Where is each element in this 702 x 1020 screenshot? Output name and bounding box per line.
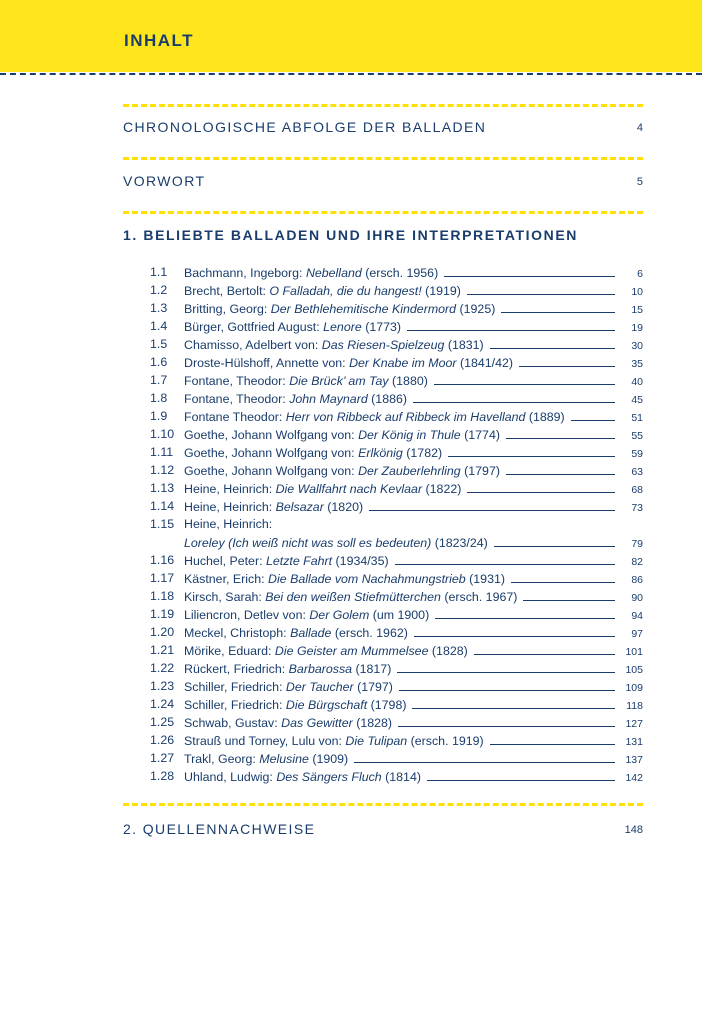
- entry-title: Das Riesen-Spielzeug: [321, 338, 445, 352]
- entry-title: Letzte Fahrt: [265, 554, 333, 568]
- toc-entry[interactable]: [150, 371, 643, 389]
- toc-entry[interactable]: [150, 299, 643, 317]
- entry-author: Kästner, Erich:: [184, 572, 265, 586]
- entry-page: 94: [631, 610, 643, 622]
- entry-author: Schiller, Friedrich:: [184, 698, 283, 712]
- leader-line: [427, 767, 615, 781]
- toc-entry-list: [150, 263, 643, 785]
- entry-page: 137: [625, 754, 643, 766]
- divider: [123, 157, 643, 160]
- entry-page: 6: [637, 268, 643, 280]
- entry-author: Bürger, Gottfried August:: [184, 320, 320, 334]
- entry-page: 118: [626, 700, 643, 712]
- leader-line: [501, 299, 615, 313]
- leader-line: [435, 605, 615, 619]
- entry-number: 1.19: [150, 607, 175, 621]
- entry-author: Mörike, Eduard:: [184, 644, 272, 658]
- toc-entry[interactable]: [150, 461, 643, 479]
- entry-title: O Falladah, die du hangest!: [269, 284, 422, 298]
- entry-number: 1.2: [150, 283, 168, 297]
- entry-number: 1.23: [150, 679, 175, 693]
- entry-page: 45: [631, 394, 643, 406]
- leader-line: [506, 461, 615, 475]
- entry-title: Die Ballade vom Nachahmungstrieb: [268, 572, 466, 586]
- entry-number: 1.15: [150, 517, 175, 531]
- entry-year: (1934/35): [335, 554, 389, 568]
- entry-author: Schiller, Friedrich:: [184, 680, 283, 694]
- entry-number: 1.3: [150, 301, 168, 315]
- leader-line: [444, 263, 615, 277]
- leader-line: [399, 677, 615, 691]
- toc-section-quellennachweise[interactable]: [123, 821, 643, 843]
- entry-year: (1831): [447, 338, 484, 352]
- entry-title: Der Bethlehemitische Kindermord: [270, 302, 457, 316]
- section-page: 148: [624, 824, 643, 836]
- entry-title: Loreley (Ich weiß nicht was soll es bedeuten): [184, 536, 432, 550]
- toc-entry[interactable]: [150, 281, 643, 299]
- entry-author: Goethe, Johann Wolfgang von:: [184, 446, 355, 460]
- entry-number: 1.5: [150, 337, 168, 351]
- entry-page: 35: [631, 358, 643, 370]
- entry-page: 63: [631, 466, 643, 478]
- toc-entry[interactable]: [150, 767, 643, 785]
- toc-entry[interactable]: [150, 425, 643, 443]
- leader-line: [434, 371, 615, 385]
- entry-year: (1828): [356, 716, 393, 730]
- entry-title: Des Sängers Fluch: [276, 770, 382, 784]
- entry-year: (1774): [464, 428, 500, 442]
- section-page: 5: [636, 176, 643, 188]
- entry-number: 1.6: [150, 355, 168, 369]
- entry-year: (1919): [425, 284, 461, 298]
- leader-line: [490, 731, 615, 745]
- entry-number: 1.16: [150, 553, 175, 567]
- entry-year: (ersch. 1956): [365, 266, 439, 280]
- entry-author: Huchel, Peter:: [184, 554, 263, 568]
- section-title: 2. QUELLENNACHWEISE: [123, 821, 316, 837]
- entry-page: 51: [631, 412, 643, 424]
- entry-title: Erlkönig: [358, 446, 403, 460]
- entry-year: (1782): [406, 446, 443, 460]
- leader-line: [412, 695, 615, 709]
- toc-entry[interactable]: [150, 569, 643, 587]
- entry-year: (1931): [469, 572, 505, 586]
- entry-author: Schwab, Gustav:: [184, 716, 278, 730]
- toc-entry[interactable]: [150, 551, 643, 569]
- toc-section-balladen[interactable]: [123, 227, 643, 249]
- leader-line: [511, 569, 615, 583]
- section-page: 4: [636, 122, 643, 134]
- entry-number: 1.22: [150, 661, 175, 675]
- leader-line: [519, 353, 615, 367]
- toc-entry[interactable]: [150, 443, 643, 461]
- entry-year: (1841/42): [459, 356, 514, 370]
- leader-line: [398, 713, 615, 727]
- toc-entry[interactable]: [150, 587, 643, 605]
- entry-number: 1.24: [150, 697, 175, 711]
- entry-page: 97: [631, 628, 643, 640]
- leader-line: [494, 533, 615, 547]
- entry-number: 1.25: [150, 715, 175, 729]
- entry-year: (1880): [392, 374, 428, 388]
- toc-section-vorwort[interactable]: [123, 173, 643, 195]
- entry-title: Der Taucher: [285, 680, 354, 694]
- leader-line: [506, 425, 615, 439]
- entry-author: Heine, Heinrich:: [184, 517, 273, 531]
- entry-page: 101: [625, 646, 643, 658]
- toc-entry[interactable]: [150, 713, 643, 731]
- entry-title: Ballade: [290, 626, 332, 640]
- leader-line: [414, 623, 615, 637]
- entry-number: 1.4: [150, 319, 168, 333]
- leader-line: [448, 443, 615, 457]
- entry-title: Die Brück’ am Tay: [289, 374, 389, 388]
- entry-year: (1889): [528, 410, 565, 424]
- entry-year: (1925): [459, 302, 496, 316]
- toc-entry[interactable]: [150, 335, 643, 353]
- entry-number: 1.10: [150, 427, 175, 441]
- entry-year: (ersch. 1967): [444, 590, 518, 604]
- entry-page: 131: [625, 736, 643, 748]
- entry-number: 1.8: [150, 391, 168, 405]
- toc-entry[interactable]: [150, 731, 643, 749]
- entry-title: Nebelland: [305, 266, 362, 280]
- toc-entry[interactable]: [150, 263, 643, 281]
- entry-page: 142: [625, 772, 643, 784]
- entry-author: Droste-Hülshoff, Annette von:: [184, 356, 346, 370]
- toc-entry[interactable]: [150, 497, 643, 515]
- page-title: INHALT: [124, 31, 195, 50]
- leader-line: [407, 317, 615, 331]
- entry-year: (ersch. 1919): [410, 734, 484, 748]
- entry-number: 1.27: [150, 751, 175, 765]
- entry-number: 1.14: [150, 499, 175, 513]
- leader-line: [413, 389, 615, 403]
- entry-author: Heine, Heinrich:: [184, 482, 273, 496]
- entry-year: (1909): [312, 752, 349, 766]
- divider: [123, 803, 643, 806]
- entry-author: Goethe, Johann Wolfgang von:: [184, 428, 355, 442]
- entry-page: 109: [625, 682, 643, 694]
- entry-number: 1.26: [150, 733, 175, 747]
- entry-title: Barbarossa: [288, 662, 353, 676]
- toc-entry[interactable]: [150, 659, 643, 677]
- entry-title: Der Zauberlehrling: [358, 464, 461, 478]
- toc-entry[interactable]: [150, 641, 643, 659]
- entry-author: Uhland, Ludwig:: [184, 770, 273, 784]
- toc-entry[interactable]: [150, 623, 643, 641]
- entry-author: Liliencron, Detlev von:: [184, 608, 306, 622]
- toc-entry[interactable]: [150, 695, 643, 713]
- header-divider: [0, 73, 702, 75]
- toc-entry[interactable]: [150, 515, 643, 551]
- entry-year: (1798): [370, 698, 407, 712]
- leader-line: [397, 659, 615, 673]
- entry-author: Rückert, Friedrich:: [184, 662, 286, 676]
- entry-page: 68: [631, 484, 643, 496]
- entry-number: 1.28: [150, 769, 175, 783]
- leader-line: [395, 551, 615, 565]
- entry-page: 30: [631, 340, 643, 352]
- entry-author: Kirsch, Sarah:: [184, 590, 262, 604]
- entry-year: (1797): [464, 464, 500, 478]
- entry-page: 79: [631, 538, 643, 550]
- entry-year: (1773): [365, 320, 402, 334]
- entry-page: 59: [631, 448, 643, 460]
- entry-page: 127: [625, 718, 643, 730]
- entry-title: Belsazar: [275, 500, 324, 514]
- section-title: CHRONOLOGISCHE ABFOLGE DER BALLADEN: [123, 119, 487, 135]
- entry-page: 73: [631, 502, 643, 514]
- leader-line: [369, 497, 615, 511]
- entry-number: 1.9: [150, 409, 168, 423]
- entry-title: Die Bürgschaft: [285, 698, 368, 712]
- entry-number: 1.11: [150, 445, 174, 459]
- entry-title: Die Tulipan: [345, 734, 408, 748]
- entry-title: John Maynard: [289, 392, 368, 406]
- entry-page: 105: [625, 664, 643, 676]
- toc-entry[interactable]: [150, 749, 643, 767]
- entry-title: Der Golem: [309, 608, 370, 622]
- entry-year: (1820): [327, 500, 364, 514]
- leader-line: [474, 641, 615, 655]
- entry-author: Trakl, Georg:: [184, 752, 256, 766]
- entry-year: (ersch. 1962): [334, 626, 408, 640]
- entry-author: Bachmann, Ingeborg:: [184, 266, 303, 280]
- toc-entry[interactable]: [150, 479, 643, 497]
- entry-author: Fontane Theodor:: [184, 410, 283, 424]
- entry-title: Melusine: [259, 752, 309, 766]
- entry-author: Brecht, Bertolt:: [184, 284, 266, 298]
- leader-line: [467, 479, 615, 493]
- entry-number: 1.12: [150, 463, 175, 477]
- entry-author: Heine, Heinrich:: [184, 500, 273, 514]
- entry-year: (1814): [385, 770, 421, 784]
- leader-line: [571, 407, 615, 421]
- divider: [123, 104, 643, 107]
- entry-author: Fontane, Theodor:: [184, 392, 286, 406]
- entry-number: 1.7: [150, 373, 168, 387]
- entry-title: Herr von Ribbeck auf Ribbeck im Havelland: [285, 410, 526, 424]
- toc-entry[interactable]: [150, 605, 643, 623]
- entry-title: Das Gewitter: [281, 716, 353, 730]
- entry-number: 1.20: [150, 625, 175, 639]
- divider: [123, 211, 643, 214]
- entry-page: 19: [631, 322, 643, 334]
- entry-author: Britting, Georg:: [184, 302, 268, 316]
- entry-number: 1.21: [150, 643, 175, 657]
- entry-year: (1823/24): [434, 536, 488, 550]
- entry-year: (1828): [431, 644, 468, 658]
- entry-author: Chamisso, Adelbert von:: [184, 338, 319, 352]
- entry-author: Meckel, Christoph:: [184, 626, 287, 640]
- header-bar: [0, 0, 702, 72]
- toc-entry[interactable]: [150, 677, 643, 695]
- leader-line: [523, 587, 615, 601]
- entry-title: Die Wallfahrt nach Kevlaar: [275, 482, 423, 496]
- entry-page: 55: [631, 430, 643, 442]
- entry-author: Fontane, Theodor:: [184, 374, 286, 388]
- entry-year: (um 1900): [372, 608, 430, 622]
- entry-title: Die Geister am Mummelsee: [274, 644, 429, 658]
- entry-title: Der Knabe im Moor: [349, 356, 457, 370]
- entry-page: 86: [631, 574, 643, 586]
- entry-number: 1.13: [150, 481, 175, 495]
- entry-number: 1.18: [150, 589, 175, 603]
- entry-title: Bei den weißen Stiefmütterchen: [265, 590, 441, 604]
- entry-year: (1822): [425, 482, 462, 496]
- entry-title: Der König in Thule: [358, 428, 461, 442]
- entry-page: 82: [631, 556, 643, 568]
- entry-year: (1797): [357, 680, 393, 694]
- leader-line: [354, 749, 615, 763]
- entry-number: 1.17: [150, 571, 175, 585]
- entry-author: Strauß und Torney, Lulu von:: [184, 734, 342, 748]
- leader-line: [490, 335, 615, 349]
- entry-title: Lenore: [323, 320, 362, 334]
- entry-page: 40: [631, 376, 643, 388]
- toc-entry[interactable]: [150, 389, 643, 407]
- toc-entry[interactable]: [150, 317, 643, 335]
- section-title: VORWORT: [123, 173, 206, 189]
- entry-page: 10: [631, 286, 643, 298]
- toc-entry[interactable]: [150, 353, 643, 371]
- section-title: 1. BELIEBTE BALLADEN UND IHRE INTERPRETATIONEN: [123, 227, 578, 243]
- toc-entry[interactable]: [150, 407, 643, 425]
- entry-year: (1886): [371, 392, 407, 406]
- entry-page: 90: [631, 592, 643, 604]
- toc-section-chronologie[interactable]: [123, 119, 643, 141]
- entry-number: 1.1: [150, 265, 168, 279]
- entry-year: (1817): [355, 662, 392, 676]
- entry-page: 15: [631, 304, 643, 316]
- leader-line: [467, 281, 615, 295]
- entry-author: Goethe, Johann Wolfgang von:: [184, 464, 355, 478]
